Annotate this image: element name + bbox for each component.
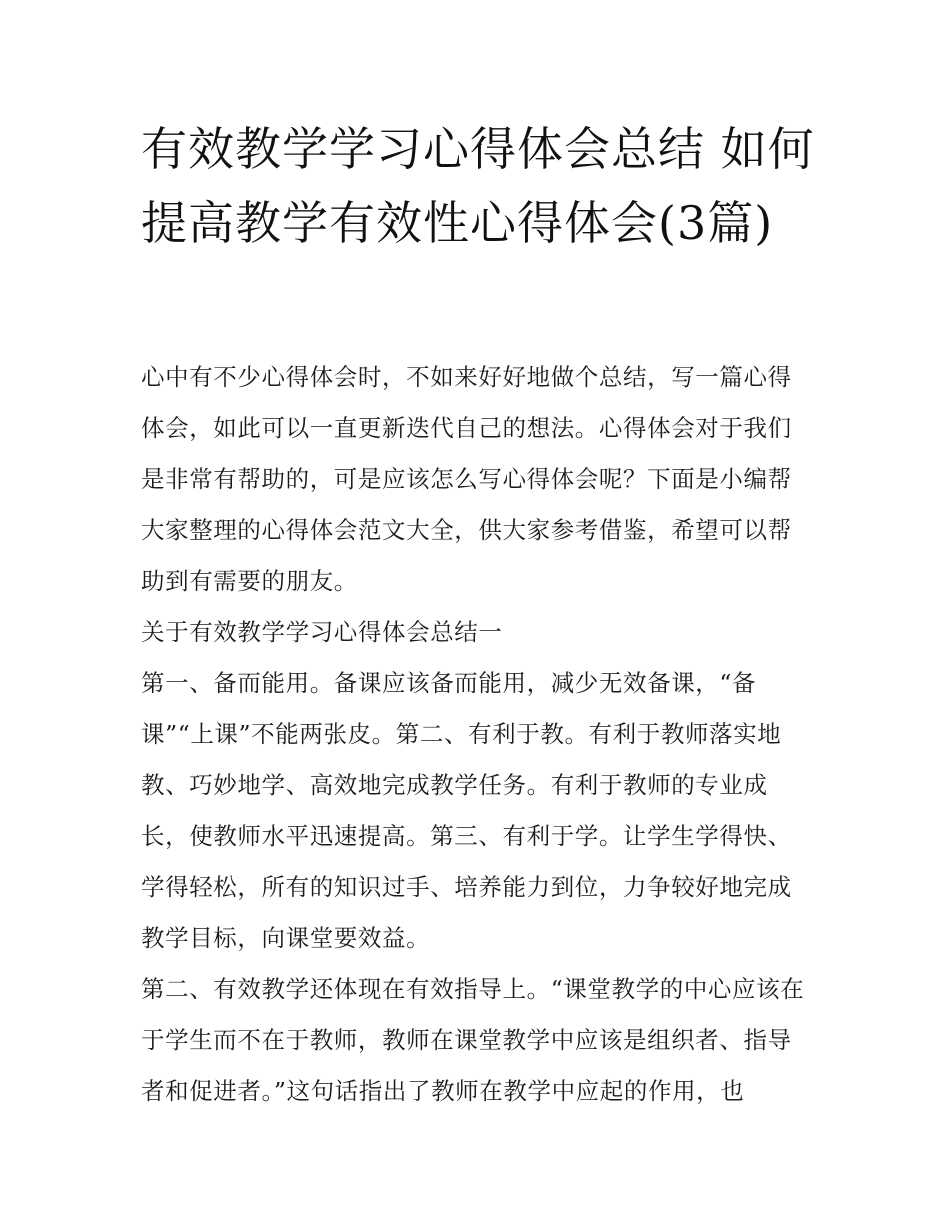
- body-paragraph-1: 第一、备而能用。备课应该备而能用，减少无效备课，“备课”“上课”不能两张皮。第二、有利于教。有利于教师落实地教、巧妙地学、高效地完成教学任务。有利于教师的专业成长，使教师水平迅速提高。第三、有利于学。让学生学得快、学得轻松，所有的知识过手、培养能力到位，力争较好地完成教学目标，向课堂要效益。: [141, 669, 792, 952]
- section-heading: 关于有效教学学习心得体会总结一: [141, 618, 503, 646]
- intro-paragraph: 心中有不少心得体会时，不如来好好地做个总结，写一篇心得体会，如此可以一直更新迭代自己的想法。心得体会对于我们是非常有帮助的，可是应该怎么写心得体会呢？下面是小编帮大家整理的心得体会范文大全，供大家参考借鉴，希望可以帮助到有需要的朋友。: [141, 363, 792, 595]
- document-title: 有效教学学习心得体会总结 如何提高教学有效性心得体会(3篇): [141, 122, 815, 250]
- body-paragraph-2: 第二、有效教学还体现在有效指导上。“课堂教学的中心应该在于学生而不在于教师，教师在课堂教学中应该是组织者、指导者和促进者。”这句话指出了教师在教学中应起的作用，也: [141, 975, 805, 1105]
